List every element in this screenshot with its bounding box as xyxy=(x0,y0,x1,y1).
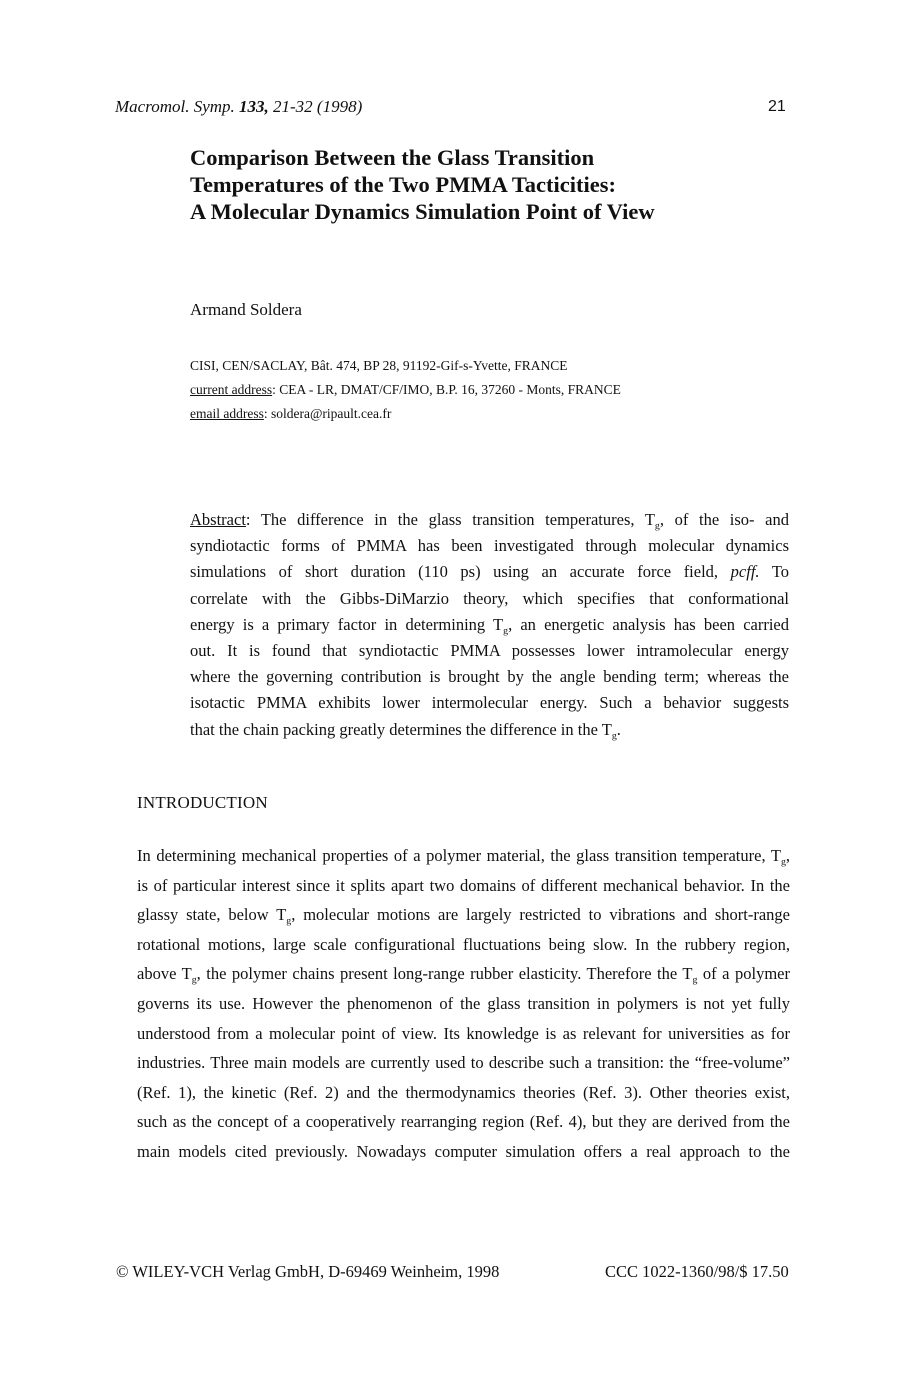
abstract-line xyxy=(190,612,789,638)
paper-title xyxy=(190,144,830,225)
journal-citation xyxy=(115,97,362,117)
abstract-text: To xyxy=(759,562,790,582)
abstract xyxy=(190,507,789,743)
title-line: Comparison Between the Glass Transition xyxy=(190,145,595,170)
introduction-body xyxy=(137,841,790,1167)
body-line: industries. Three main models are currently used to describe such a transition: the “free-volume” xyxy=(137,1053,790,1073)
subscript: g xyxy=(780,856,786,868)
body-line: understood from a molecular point of view. Its knowledge is as relevant for universities as for xyxy=(137,1023,790,1043)
current-address-value: : CEA - LR, DMAT/CF/IMO, B.P. 16, 37260 - Monts, FRANCE xyxy=(272,382,621,397)
abstract-line xyxy=(190,717,789,743)
journal-volume: 133, xyxy=(239,97,269,116)
email-label: email address xyxy=(190,406,264,421)
abstract-text: , of the iso- and xyxy=(659,510,789,529)
subscript: g xyxy=(286,915,292,927)
title-line: Temperatures of the Two PMMA Tacticities: xyxy=(190,172,616,197)
subscript: g xyxy=(611,729,617,741)
body-text: , the polymer chains present long-range rubber elasticity. Therefore the T xyxy=(196,964,693,984)
current-address-label: current address xyxy=(190,382,273,397)
body-text: glassy state, below T xyxy=(137,905,287,925)
subscript: g xyxy=(191,974,197,986)
affiliation-block xyxy=(190,354,621,426)
abstract-line: where the governing contribution is brought by the angle bending term; whereas the xyxy=(190,667,789,687)
abstract-line xyxy=(190,559,789,585)
abstract-text: that the chain packing greatly determines the difference in the T xyxy=(190,719,612,739)
affiliation-line: CISI, CEN/SACLAY, Bât. 474, BP 28, 91192-Gif-s-Yvette, FRANCE xyxy=(190,358,568,373)
journal-pages-year: 21-32 (1998) xyxy=(268,97,363,116)
abstract-line xyxy=(190,507,789,533)
body-line: main models cited previously. Nowadays computer simulation offers a real approach to the xyxy=(137,1141,790,1161)
subscript: g xyxy=(654,520,660,532)
abstract-text: simulations of short duration (110 ps) using an accurate force field, xyxy=(190,562,731,582)
body-line: is of particular interest since it splits apart two domains of different mechanical behavior. In the xyxy=(137,875,790,895)
abstract-text: . xyxy=(616,719,621,739)
section-heading: INTRODUCTION xyxy=(137,793,268,812)
subscript: g xyxy=(503,625,509,637)
body-text: of a polymer xyxy=(697,964,790,984)
body-text: , molecular motions are largely restricted to vibrations and short-range xyxy=(291,905,790,925)
abstract-label: Abstract xyxy=(190,510,246,529)
email-line xyxy=(190,402,621,426)
body-text: , xyxy=(785,846,790,865)
current-address-line xyxy=(190,378,621,402)
abstract-line: correlate with the Gibbs-DiMarzio theory, which specifies that conformational xyxy=(190,588,789,608)
body-line xyxy=(137,900,790,930)
email-value: : soldera@ripault.cea.fr xyxy=(263,406,392,421)
subscript: g xyxy=(692,974,698,986)
journal-name: Macromol. Symp. xyxy=(115,97,240,116)
abstract-line: isotactic PMMA exhibits lower intermolecular energy. Such a behavior suggests xyxy=(190,693,789,713)
page-number: 21 xyxy=(768,98,786,115)
body-line xyxy=(137,959,790,989)
body-line: rotational motions, large scale configurational fluctuations being slow. In the rubbery region, xyxy=(137,934,790,954)
ccc-code: CCC 1022-1360/98/$ 17.50 xyxy=(605,1262,789,1281)
copyright-notice: © WILEY-VCH Verlag GmbH, D-69469 Weinheim, 1998 xyxy=(116,1262,500,1281)
abstract-text: , an energetic analysis has been carried xyxy=(508,614,790,634)
author-name: Armand Soldera xyxy=(190,300,302,319)
abstract-text: energy is a primary factor in determining T xyxy=(190,614,504,634)
abstract-line: syndiotactic forms of PMMA has been investigated through molecular dynamics xyxy=(190,536,789,556)
body-line xyxy=(137,841,790,871)
title-line: A Molecular Dynamics Simulation Point of View xyxy=(190,199,655,224)
body-text: In determining mechanical properties of a polymer material, the glass transition temperature, T xyxy=(137,846,781,865)
body-line: such as the concept of a cooperatively rearranging region (Ref. 4), but they are derived from the xyxy=(137,1112,790,1132)
force-field-name: pcff. xyxy=(730,562,760,582)
body-text: above T xyxy=(137,964,192,984)
body-line: (Ref. 1), the kinetic (Ref. 2) and the thermodynamics theories (Ref. 3). Other theories exist, xyxy=(137,1082,790,1102)
abstract-text: : The difference in the glass transition temperatures, T xyxy=(245,510,655,529)
body-line: governs its use. However the phenomenon of the glass transition in polymers is not yet fully xyxy=(137,993,790,1013)
abstract-line: out. It is found that syndiotactic PMMA possesses lower intramolecular energy xyxy=(190,640,789,660)
